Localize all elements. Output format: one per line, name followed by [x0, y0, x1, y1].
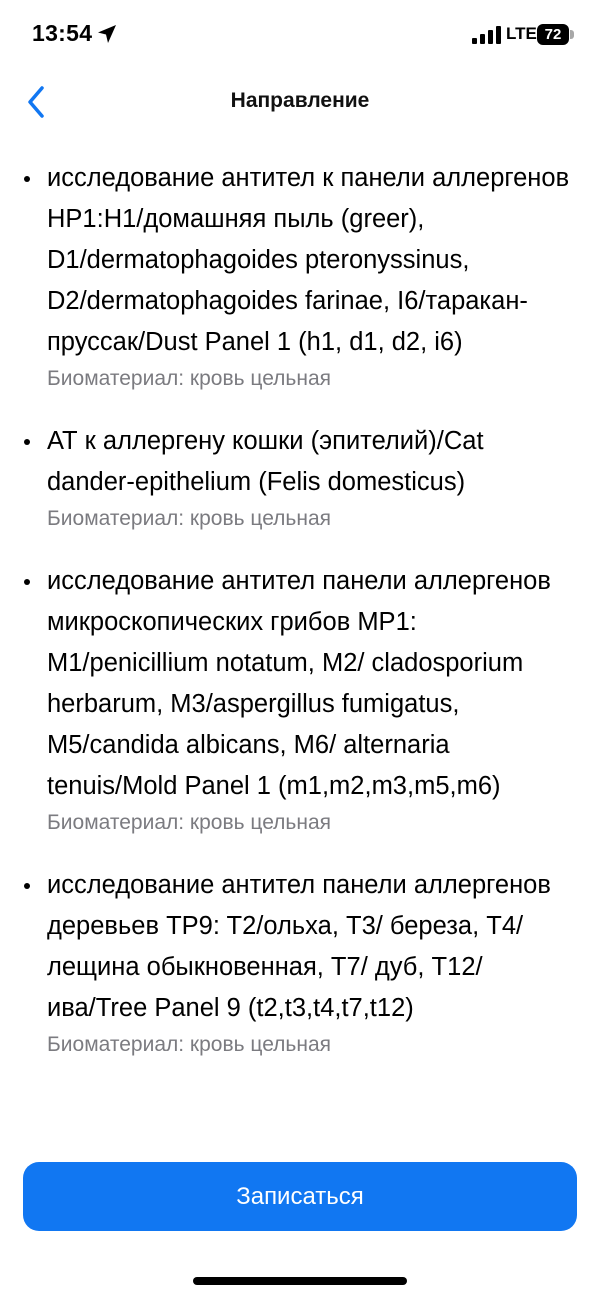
bullet-icon — [24, 176, 30, 182]
test-name: исследование антител панели аллергенов микроскопических грибов MP1: M1/penicillium notatum, M2/ cladosporium herbarum, M3/aspergillus fumigatus, M5/candida albicans, M6/ alternaria tenuis/Mold Panel 1 (m1,m2,m3,m5,m6) — [47, 567, 551, 800]
biomaterial-label: Биоматериал: кровь цельная — [47, 507, 332, 530]
scroll-fade — [0, 1110, 600, 1150]
battery-icon: 72 — [537, 24, 569, 45]
biomaterial-label: Биоматериал: кровь цельная — [47, 367, 332, 390]
nav-bar — [0, 70, 600, 134]
network-type: LTE — [506, 24, 537, 43]
test-name: исследование антител к панели аллергенов HP1:H1/домашняя пыль (greer), D1/dermatophagoides pteronyssinus, D2/dermatophagoides farinae, I6/таракан-пруссак/Dust Panel 1 (h1, d1, d2, i6) — [47, 164, 570, 356]
test-name: АТ к аллергену кошки (эпителий)/Cat dander-epithelium (Felis domesticus) — [47, 427, 484, 496]
biomaterial-label: Биоматериал: кровь цельная — [47, 811, 332, 834]
list-item — [0, 561, 600, 837]
home-indicator[interactable] — [193, 1277, 407, 1285]
referral-list — [0, 158, 600, 1059]
list-item — [0, 421, 600, 533]
list-item — [0, 158, 600, 393]
bullet-icon — [24, 883, 30, 889]
bullet-icon — [24, 579, 30, 585]
bullet-icon — [24, 439, 30, 445]
status-bar — [0, 0, 600, 70]
test-name: исследование антител панели аллергенов деревьев TP9: T2/ольха, T3/ береза, T4/лещина обыкновенная, T7/ дуб, T12/ива/Tree Panel 9 (t2,t3,t4,t7,t12) — [47, 871, 551, 1022]
signal-bars-icon — [472, 26, 502, 44]
list-item — [0, 865, 600, 1059]
biomaterial-label: Биоматериал: кровь цельная — [47, 1033, 332, 1056]
battery-tip — [570, 30, 574, 39]
status-time: 13:54 — [32, 20, 93, 46]
referral-list-container[interactable] — [0, 158, 600, 1148]
page-title: Направление — [230, 89, 370, 112]
sign-up-button[interactable]: Записаться — [23, 1162, 577, 1231]
location-arrow-icon — [97, 24, 117, 44]
